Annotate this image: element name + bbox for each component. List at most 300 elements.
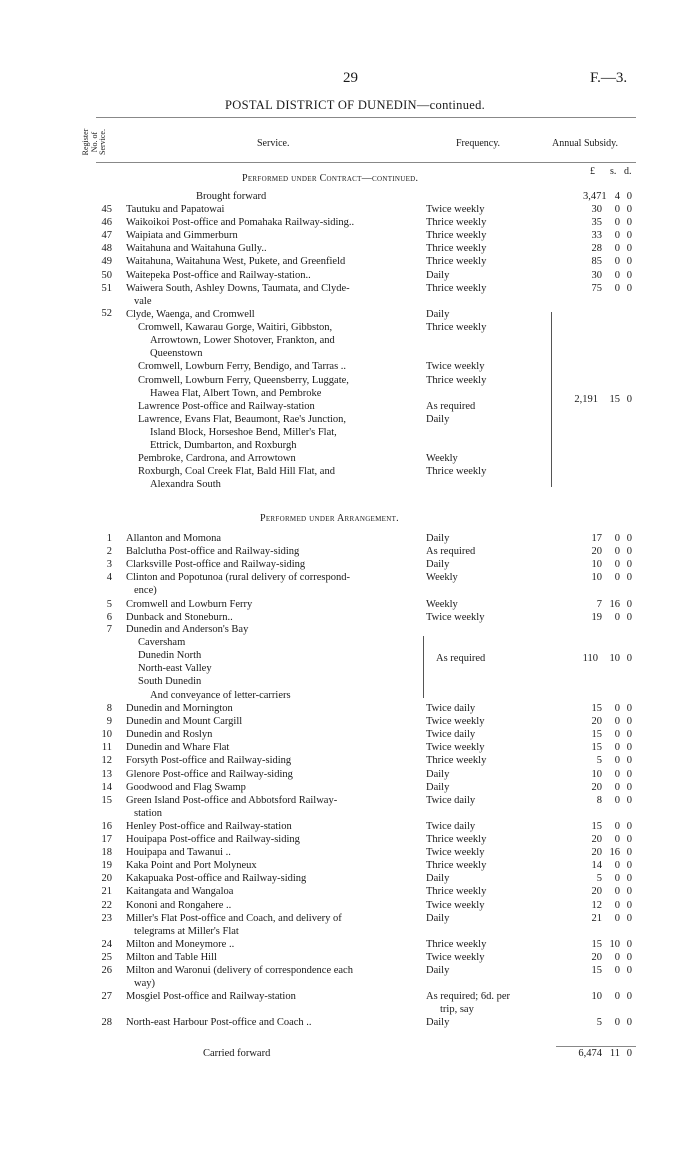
table-row — [0, 754, 700, 767]
register-header-line-3: Service. — [98, 129, 107, 155]
group-subsidy-pounds: 110 — [582, 652, 598, 664]
subsidy-pence: 0 — [626, 282, 632, 294]
header-top-rule — [96, 117, 636, 118]
subsidy-pence: 0 — [626, 991, 632, 1003]
register-number: 45 — [101, 204, 112, 215]
subsidy-shillings: 0 — [614, 217, 620, 229]
register-number: 22 — [101, 899, 112, 911]
currency-shillings-header: s. — [610, 166, 617, 177]
table-row — [0, 532, 700, 545]
carried-forward-pence: 0 — [626, 1048, 632, 1059]
service-text: Milton and Table Hill — [126, 951, 217, 963]
table-row — [0, 558, 700, 571]
table-row — [0, 728, 700, 741]
subsidy-pence: 0 — [626, 269, 632, 281]
frequency-text: Daily — [426, 309, 450, 320]
subsidy-pounds: 20 — [591, 951, 602, 963]
service-text: Island Block, Horseshoe Bend, Miller's Flat, — [150, 426, 337, 438]
table-row — [0, 308, 700, 321]
service-text: Dunedin and Anderson's Bay — [126, 624, 249, 635]
subsidy-pence: 0 — [626, 899, 632, 911]
subsidy-pounds: 10 — [591, 572, 602, 584]
service-text: Dunback and Stoneburn.. — [126, 611, 233, 623]
table-row — [0, 833, 700, 846]
frequency-text: Twice weekly — [426, 899, 485, 911]
subsidy-pounds: 20 — [591, 546, 602, 558]
currency-pounds-header: £ — [590, 166, 595, 177]
table-row — [0, 715, 700, 728]
service-text: Waipiata and Gimmerburn — [126, 230, 238, 242]
register-number: 15 — [101, 794, 112, 806]
subsidy-pounds: 30 — [591, 269, 602, 281]
service-text: Dunedin and Whare Flat — [126, 742, 230, 754]
register-number: 24 — [101, 938, 112, 950]
service-text: Waitahuna, Waitahuna West, Pukete, and Greenfield — [126, 256, 346, 268]
table-row — [0, 598, 700, 611]
frequency-text: Twice weekly — [426, 611, 485, 623]
subsidy-pence: 0 — [626, 834, 632, 845]
register-column-header — [82, 122, 108, 162]
frequency-text: Daily — [426, 965, 450, 976]
service-text: Waitahuna and Waitahuna Gully.. — [126, 243, 267, 255]
service-text: Clyde, Waenga, and Cromwell — [126, 309, 255, 320]
frequency-text: Twice weekly — [426, 716, 485, 728]
subsidy-pounds: 5 — [596, 873, 602, 885]
frequency-text: Thrice weekly — [426, 755, 487, 767]
register-number: 7 — [106, 624, 112, 635]
register-number: 8 — [106, 703, 112, 714]
subsidy-pence: 0 — [626, 572, 632, 584]
frequency-text: Twice weekly — [426, 361, 485, 373]
register-number: 10 — [101, 729, 112, 741]
service-text: And conveyance of letter-carriers — [150, 689, 291, 701]
subsidy-pounds: 21 — [591, 912, 602, 924]
subsidy-shillings: 0 — [614, 533, 620, 544]
register-number: 13 — [101, 768, 112, 780]
service-text: Roxburgh, Coal Creek Flat, Bald Hill Flat, and — [138, 466, 335, 478]
frequency-text: Daily — [426, 781, 450, 793]
brought-forward-shillings: 4 — [614, 191, 620, 202]
subsidy-pounds: 35 — [591, 217, 602, 229]
subsidy-shillings: 0 — [614, 256, 620, 268]
subsidy-pence: 0 — [626, 729, 632, 741]
frequency-text: Daily — [426, 1017, 450, 1029]
table-row — [0, 321, 700, 360]
section-heading-arrangement: Performed under Arrangement. — [260, 513, 399, 524]
subsidy-pounds: 33 — [591, 230, 602, 242]
service-text: Pembroke, Cardrona, and Arrowtown — [138, 453, 296, 465]
frequency-text: Weekly — [426, 572, 458, 584]
service-text: Kaitangata and Wangaloa — [126, 886, 234, 898]
register-number: 48 — [101, 243, 112, 255]
frequency-text: Thrice weekly — [426, 243, 487, 255]
frequency-text: Twice weekly — [426, 204, 485, 215]
service-text: Caversham — [138, 637, 186, 649]
carried-forward-shillings: 11 — [609, 1048, 620, 1059]
brace-line — [423, 636, 424, 698]
subsidy-pence: 0 — [626, 886, 632, 898]
subsidy-pence: 0 — [626, 965, 632, 976]
frequency-text: Thrice weekly — [426, 466, 487, 478]
subsidy-shillings: 0 — [614, 834, 620, 845]
register-number: 23 — [101, 912, 112, 924]
service-text: Lawrence Post-office and Railway-station — [138, 400, 315, 412]
register-number: 46 — [101, 217, 112, 229]
frequency-text: Twice daily — [426, 729, 476, 741]
register-number: 4 — [106, 572, 112, 584]
service-text: Kaka Point and Port Molyneux — [126, 860, 257, 872]
frequency-text: Daily — [426, 768, 450, 780]
group-subsidy-pounds: 2,191 — [574, 393, 598, 405]
table-row — [0, 702, 700, 715]
carried-forward-label: Carried forward — [203, 1048, 271, 1059]
frequency-text: Daily — [426, 912, 450, 924]
subsidy-pence: 0 — [626, 912, 632, 924]
service-text: Lawrence, Evans Flat, Beaumont, Rae's Junction, — [138, 413, 347, 425]
service-text: Green Island Post-office and Abbotsford Railway- — [126, 794, 338, 806]
frequency-column-header: Frequency. — [456, 138, 501, 149]
subsidy-pence: 0 — [626, 781, 632, 793]
brought-forward-label: Brought forward — [196, 191, 267, 202]
group-subsidy-shillings: 10 — [609, 652, 620, 664]
table-row — [0, 872, 700, 885]
subsidy-shillings: 0 — [614, 269, 620, 281]
brace-line — [551, 312, 552, 487]
table-row — [0, 964, 700, 990]
currency-pence-header: d. — [624, 166, 632, 177]
frequency-text: Thrice weekly — [426, 886, 487, 898]
frequency-text: As required — [426, 546, 476, 558]
subsidy-shillings: 0 — [614, 243, 620, 255]
subsidy-column-header: Annual Subsidy. — [552, 138, 619, 149]
frequency-text: Thrice weekly — [426, 256, 487, 268]
service-text: station — [134, 807, 162, 819]
table-row — [0, 203, 700, 216]
register-number: 28 — [101, 1017, 112, 1029]
subsidy-pence: 0 — [626, 559, 632, 571]
register-number: 3 — [106, 559, 112, 571]
frequency-text: Weekly — [426, 598, 458, 610]
subsidy-shillings: 0 — [614, 230, 620, 242]
register-number: 52 — [101, 308, 112, 319]
subsidy-pence: 0 — [626, 230, 632, 242]
subsidy-shillings: 0 — [614, 755, 620, 767]
table-row — [0, 768, 700, 781]
frequency-text: Thrice weekly — [426, 217, 487, 229]
subsidy-pounds: 15 — [591, 729, 602, 741]
table-row — [0, 452, 700, 465]
table-row — [0, 990, 700, 1016]
subsidy-shillings: 16 — [609, 847, 620, 859]
service-text: Goodwood and Flag Swamp — [126, 781, 246, 793]
subsidy-shillings: 0 — [614, 546, 620, 558]
subsidy-shillings: 0 — [614, 899, 620, 911]
service-text: Dunedin North — [138, 650, 202, 662]
table-row — [0, 885, 700, 898]
register-number: 21 — [101, 886, 112, 898]
frequency-text: Daily — [426, 413, 450, 425]
service-text: Queenstown — [150, 348, 203, 360]
service-text: Henley Post-office and Railway-station — [126, 820, 292, 832]
frequency-text: Weekly — [426, 453, 458, 465]
carried-forward-pounds: 6,474 — [578, 1048, 602, 1059]
service-text: Dunedin and Mornington — [126, 703, 233, 714]
service-text: Waitepeka Post-office and Railway-station.. — [126, 269, 311, 281]
table-row — [0, 781, 700, 794]
table-row — [0, 465, 700, 491]
subsidy-pence: 0 — [626, 703, 632, 714]
subsidy-pounds: 75 — [591, 282, 602, 294]
subsidy-shillings: 0 — [614, 768, 620, 780]
frequency-text: As required — [436, 652, 486, 664]
subsidy-pounds: 15 — [591, 820, 602, 832]
subsidy-pence: 0 — [626, 611, 632, 623]
table-row — [0, 1016, 700, 1029]
subsidy-pounds: 19 — [591, 611, 602, 623]
service-text: Alexandra South — [150, 479, 221, 491]
service-text: Clarksville Post-office and Railway-siding — [126, 559, 306, 571]
table-row — [0, 820, 700, 833]
subsidy-pounds: 8 — [596, 794, 602, 806]
table-row — [0, 413, 700, 452]
register-number: 25 — [101, 951, 112, 963]
subsidy-pounds: 20 — [591, 781, 602, 793]
subsidy-pence: 0 — [626, 256, 632, 268]
subsidy-shillings: 0 — [614, 559, 620, 571]
service-text: North-east Valley — [138, 663, 212, 675]
brought-forward-row — [0, 190, 700, 203]
subsidy-pounds: 10 — [591, 768, 602, 780]
subsidy-pence: 0 — [626, 204, 632, 215]
subsidy-shillings: 0 — [614, 729, 620, 741]
table-row — [0, 360, 700, 373]
subsidy-shillings: 0 — [614, 742, 620, 754]
page-reference: F.—3. — [590, 70, 628, 86]
subsidy-shillings: 0 — [614, 716, 620, 728]
register-number: 9 — [106, 716, 112, 728]
register-number: 27 — [101, 991, 112, 1003]
frequency-text: Daily — [426, 269, 450, 281]
group-subsidy-pence: 0 — [626, 652, 632, 664]
group-subsidy-pence: 0 — [626, 393, 632, 405]
frequency-text: Twice daily — [426, 703, 476, 714]
service-text: way) — [134, 978, 155, 990]
table-row — [0, 938, 700, 951]
subsidy-pounds: 10 — [591, 559, 602, 571]
subsidy-shillings: 0 — [614, 204, 620, 215]
subsidy-pence: 0 — [626, 1017, 632, 1029]
subsidy-shillings: 10 — [609, 938, 620, 950]
group-subsidy-shillings: 15 — [609, 393, 620, 405]
header-bottom-rule — [96, 162, 636, 163]
frequency-text: Twice daily — [426, 794, 476, 806]
table-row — [0, 741, 700, 754]
frequency-text: Thrice weekly — [426, 834, 487, 845]
register-number: 19 — [101, 860, 112, 872]
table-row — [0, 255, 700, 268]
register-number: 2 — [106, 546, 112, 558]
subsidy-pounds: 30 — [591, 204, 602, 215]
frequency-text: Thrice weekly — [426, 230, 487, 242]
subsidy-shillings: 0 — [614, 611, 620, 623]
register-number: 49 — [101, 256, 112, 268]
frequency-text: Thrice weekly — [426, 322, 487, 334]
subsidy-shillings: 0 — [614, 794, 620, 806]
subsidy-shillings: 0 — [614, 912, 620, 924]
register-number: 16 — [101, 820, 112, 832]
subsidy-pence: 0 — [626, 951, 632, 963]
subsidy-pence: 0 — [626, 768, 632, 780]
service-text: North-east Harbour Post-office and Coach .. — [126, 1017, 312, 1029]
table-row — [0, 951, 700, 964]
frequency-text: As required — [426, 400, 476, 412]
service-text: Glenore Post-office and Railway-siding — [126, 768, 293, 780]
service-text: Kononi and Rongahere .. — [126, 899, 232, 911]
subsidy-shillings: 0 — [614, 873, 620, 885]
subsidy-pence: 0 — [626, 755, 632, 767]
register-number: 17 — [101, 834, 112, 845]
subsidy-pounds: 15 — [591, 703, 602, 714]
subsidy-pounds: 7 — [596, 598, 602, 610]
subsidy-pence: 0 — [626, 873, 632, 885]
service-text: Miller's Flat Post-office and Coach, and delivery of — [126, 912, 342, 924]
service-text: Hawea Flat, Albert Town, and Pembroke — [150, 387, 322, 399]
frequency-text: Thrice weekly — [426, 282, 487, 294]
service-text: Cromwell, Lowburn Ferry, Bendigo, and Tarras .. — [138, 361, 347, 373]
frequency-text: Thrice weekly — [426, 938, 487, 950]
register-number: 47 — [101, 230, 112, 242]
service-text: Balclutha Post-office and Railway-siding — [126, 546, 300, 558]
brought-forward-pence: 0 — [626, 191, 632, 202]
service-text: Tautuku and Papatowai — [126, 204, 225, 215]
service-text: Mosgiel Post-office and Railway-station — [126, 991, 296, 1003]
register-number: 5 — [106, 598, 112, 610]
service-text: Waikoikoi Post-office and Pomahaka Railway-siding.. — [126, 217, 355, 229]
register-header-line-1: Register — [81, 128, 90, 156]
subsidy-shillings: 0 — [614, 781, 620, 793]
subsidy-pence: 0 — [626, 716, 632, 728]
service-text: Arrowtown, Lower Shotover, Frankton, and — [150, 335, 335, 347]
service-text: Dunedin and Mount Cargill — [126, 716, 243, 728]
subsidy-shillings: 0 — [614, 951, 620, 963]
subsidy-pounds: 12 — [591, 899, 602, 911]
service-text: ence) — [134, 585, 157, 597]
subsidy-pence: 0 — [626, 742, 632, 754]
service-text: Clinton and Popotunoa (rural delivery of correspond- — [126, 572, 350, 584]
table-row — [0, 229, 700, 242]
subsidy-shillings: 0 — [614, 572, 620, 584]
subsidy-pounds: 15 — [591, 742, 602, 754]
frequency-text: As required; 6d. per — [426, 991, 510, 1003]
subsidy-pounds: 5 — [596, 755, 602, 767]
frequency-text: Twice weekly — [426, 951, 485, 963]
register-number: 1 — [106, 533, 112, 544]
table-row — [0, 282, 700, 308]
service-text: Milton and Waronui (delivery of correspondence each — [126, 965, 353, 976]
register-number: 6 — [106, 611, 112, 623]
table-row — [0, 242, 700, 255]
service-text: South Dunedin — [138, 676, 202, 688]
table-row — [0, 899, 700, 912]
subsidy-pounds: 14 — [591, 860, 602, 872]
page-title: POSTAL DISTRICT OF DUNEDIN—continued. — [225, 98, 486, 112]
page-number: 29 — [343, 70, 358, 86]
frequency-text: Daily — [426, 873, 450, 885]
subsidy-shillings: 0 — [614, 820, 620, 832]
carried-forward-row — [0, 1047, 700, 1060]
table-row — [0, 859, 700, 872]
table-row — [0, 571, 700, 597]
service-text: telegrams at Miller's Flat — [134, 925, 239, 937]
section-heading-contract: Performed under Contract—continued. — [242, 173, 419, 184]
subsidy-shillings: 0 — [614, 886, 620, 898]
service-text: Milton and Moneymore .. — [126, 938, 235, 950]
service-text: Houipapa Post-office and Railway-siding — [126, 834, 300, 845]
service-text: Cromwell and Lowburn Ferry — [126, 598, 253, 610]
subsidy-pounds: 20 — [591, 716, 602, 728]
subsidy-pounds: 20 — [591, 886, 602, 898]
frequency-text: Thrice weekly — [426, 860, 487, 872]
subsidy-pounds: 17 — [591, 533, 602, 544]
frequency-text: Daily — [426, 559, 450, 571]
register-number: 50 — [101, 269, 112, 281]
subsidy-pounds: 28 — [591, 243, 602, 255]
subsidy-pence: 0 — [626, 938, 632, 950]
service-text: Cromwell, Kawarau Gorge, Waitiri, Gibbston, — [138, 322, 333, 334]
register-number: 20 — [101, 873, 112, 885]
subsidy-pence: 0 — [626, 820, 632, 832]
service-text: Cromwell, Lowburn Ferry, Queensberry, Luggate, — [138, 374, 349, 386]
register-number: 14 — [101, 781, 112, 793]
table-row — [0, 216, 700, 229]
service-text: Forsyth Post-office and Railway-siding — [126, 755, 292, 767]
subsidy-shillings: 0 — [614, 282, 620, 294]
register-number: 18 — [101, 847, 112, 859]
service-text: vale — [134, 295, 152, 307]
table-row — [0, 269, 700, 282]
subsidy-pence: 0 — [626, 533, 632, 544]
table-row — [0, 611, 700, 624]
table-row — [0, 846, 700, 859]
service-column-header: Service. — [257, 138, 290, 149]
subsidy-pence: 0 — [626, 860, 632, 872]
frequency-text: Twice daily — [426, 820, 476, 832]
subsidy-pounds: 5 — [596, 1017, 602, 1029]
table-row — [0, 545, 700, 558]
service-text: Waiwera South, Ashley Downs, Taumata, and Clyde- — [126, 282, 350, 294]
register-number: 51 — [101, 282, 112, 294]
subsidy-pounds: 20 — [591, 834, 602, 845]
table-row — [0, 794, 700, 820]
service-text: Ettrick, Dumbarton, and Roxburgh — [150, 439, 297, 451]
subsidy-shillings: 0 — [614, 703, 620, 714]
brought-forward-pounds: 3,471 — [583, 191, 607, 202]
register-header-line-2: No. of — [89, 131, 99, 153]
subsidy-shillings: 0 — [614, 991, 620, 1003]
register-number: 26 — [101, 965, 112, 976]
frequency-text: Daily — [426, 533, 450, 544]
service-text: Dunedin and Roslyn — [126, 729, 213, 741]
register-number: 11 — [101, 742, 112, 754]
subsidy-pence: 0 — [626, 847, 632, 859]
frequency-text: Twice weekly — [426, 742, 485, 754]
subsidy-pounds: 10 — [591, 991, 602, 1003]
frequency-text: Twice weekly — [426, 847, 485, 859]
subsidy-pence: 0 — [626, 598, 632, 610]
table-row — [0, 912, 700, 938]
subsidy-pounds: 85 — [591, 256, 602, 268]
subsidy-shillings: 16 — [609, 598, 620, 610]
